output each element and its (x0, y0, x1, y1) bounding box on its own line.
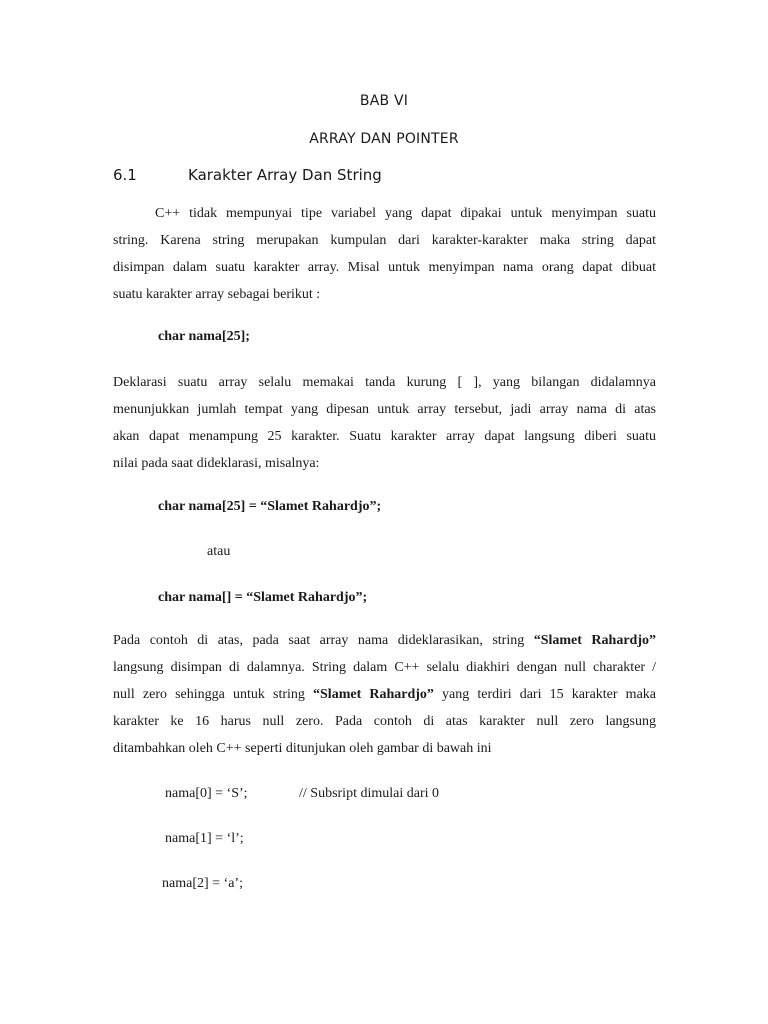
code-initialized-declaration: char nama[25] = “Slamet Rahardjo”; (158, 499, 382, 514)
alternative-label: atau (207, 544, 231, 559)
array-element-line: nama[0] = ‘S’; (165, 786, 248, 801)
paragraph-declaration (113, 369, 656, 477)
paragraph-line: Deklarasi suatu array selalu memakai tanda kurung [ ], yang bilangan didalamnya (113, 375, 656, 390)
text-span: yang terdiri dari 15 karakter maka (433, 687, 657, 702)
paragraph-line: C++ tidak mempunyai tipe variabel yang dapat dipakai untuk menyimpan suatu (113, 206, 656, 221)
paragraph-line: menunjukkan jumlah tempat yang dipesan untuk array tersebut, jadi array nama di atas (113, 402, 656, 417)
chapter-title: ARRAY DAN POINTER (309, 131, 459, 147)
chapter-heading: BAB VI (359, 93, 409, 109)
array-element-line: nama[1] = ‘l’; (165, 831, 244, 846)
paragraph-line: nilai pada saat dideklarasi, misalnya: (113, 456, 320, 471)
paragraph-line: ditambahkan oleh C++ seperti ditunjukan oleh gambar di bawah ini (113, 741, 492, 756)
paragraph-line: string. Karena string merupakan kumpulan dari karakter-karakter maka string dapat (113, 233, 656, 248)
paragraph-example (113, 627, 656, 762)
array-element-line: nama[2] = ‘a’; (162, 876, 243, 891)
code-declaration: char nama[25]; (158, 329, 250, 344)
string-literal: “Slamet Rahardjo” (533, 633, 656, 648)
code-comment: // Subsript dimulai dari 0 (299, 786, 439, 801)
section-number: 6.1 (113, 166, 137, 184)
paragraph-intro (113, 200, 656, 308)
paragraph-line: suatu karakter array sebagai berikut : (113, 287, 321, 302)
paragraph-line: akan dapat menampung 25 karakter. Suatu karakter array dapat langsung diberi suatu (113, 429, 656, 444)
paragraph-line: langsung disimpan di dalamnya. String dalam C++ selalu diakhiri dengan null charakter / (113, 660, 656, 675)
text-span: null zero sehingga untuk string (113, 687, 314, 702)
paragraph-line: karakter ke 16 harus null zero. Pada contoh di atas karakter null zero langsung (113, 714, 656, 729)
code-unsized-declaration: char nama[] = “Slamet Rahardjo”; (158, 590, 368, 605)
paragraph-line (113, 681, 656, 708)
paragraph-line (113, 627, 656, 654)
paragraph-line: disimpan dalam suatu karakter array. Misal untuk menyimpan nama orang dapat dibuat (113, 260, 656, 275)
string-literal: “Slamet Rahardjo” (313, 687, 434, 702)
text-span: Pada contoh di atas, pada saat array nama dideklarasikan, string (113, 633, 534, 648)
section-title: Karakter Array Dan String (188, 166, 382, 184)
